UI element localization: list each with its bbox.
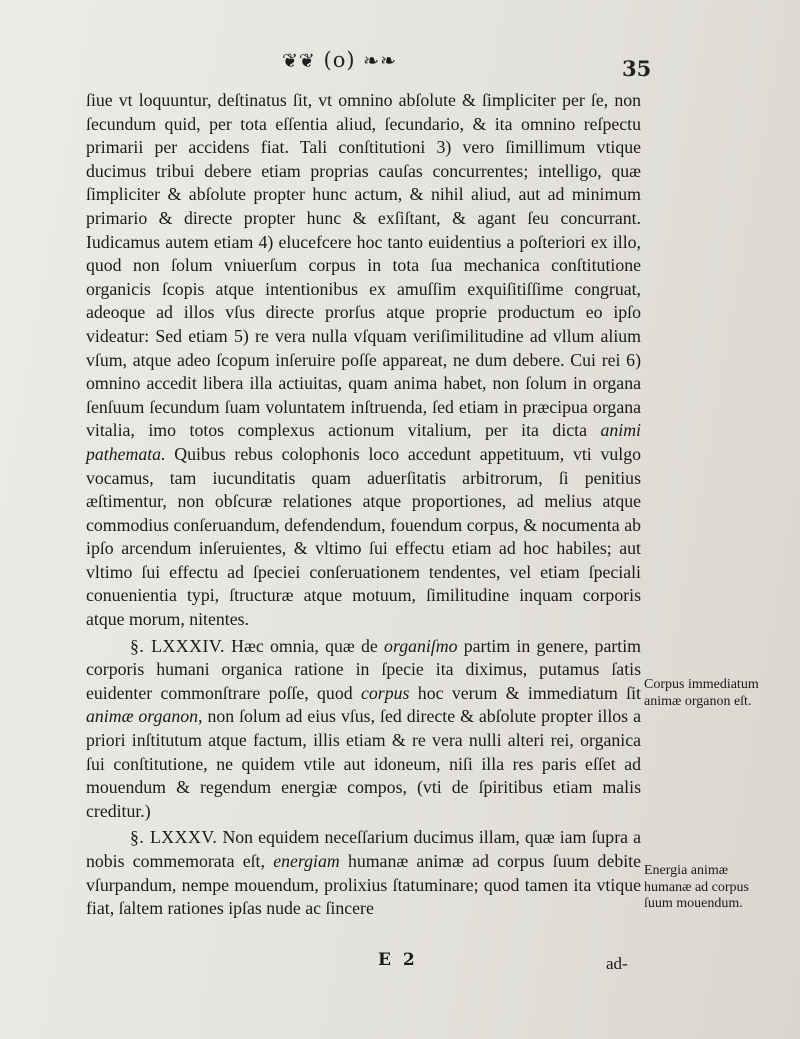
emphasis-text: animi pathemata. <box>86 420 641 464</box>
paragraph-continuation <box>86 89 641 632</box>
section-text: Hæc omnia, quæ de <box>231 635 378 656</box>
paragraph-text: ſiue vt loquuntur, deſtinatus ſit, vt omnino abſolute & ſimpliciter per ſe, non ſecundum quid, per tota eſſentia aliud, ſecundario, & ita omnino reſpectu primarii per accidens fiat. Tali conſtitutioni 3) vero ſimillimum vtique ducimus tribui debere etiam proprias cauſas concurrentes; intelligo, quæ ſimpliciter & abſolute propter hunc actum, & nihil aliud, aut ad minimum primario & directe propter hunc & exſiſtant, & agant ſeu concurrant. Iudicamus autem etiam 4) elucefcere hoc tanto euidentius a poſteriori ex illo, quod non ſolum vniuerſum corpus in tota ſua mechanica conſtitutione organicis ſcopis atque intentionibus ex amuſſim exquiſitiſſime congruat, adeoque ad illos vſus directe prorſus atque proprie productum eo ipſo videatur: Sed etiam 5) re vera nulla vſquam veriſimilitudine ad vllum alium vſum, atque adeo ſcopum inſeruire poſſe appareat, ne dum debere. Cui rei 6) omnino accedit libera illa actiuitas, quam anima habet, non ſolum in organa ſenſuum ſecundum ſuam voluntatem inſtruenda, ſed etiam in præcipua organa vitalia, imo totos complexus actionum vitalium, per ita dicta <box>86 90 641 441</box>
running-header <box>282 48 397 72</box>
signature-mark: E 2 <box>378 950 418 970</box>
section-text: Non equidem neceſſarium ducimus illam, quæ iam ſupra a nobis commemorata eſt, <box>86 827 641 871</box>
margin-note-energia: Energia animæ humanæ ad corpus ſuum mouendum. <box>644 863 749 911</box>
section-text: humanæ animæ ad corpus ſuum debite vſurpandum, nempe mouendum, prolixius ſtatuminare; quod tamen ita vtique fiat, ſaltem rationes ipſas nude ac ſincere <box>86 851 641 919</box>
section-number: §. LXXXIV. <box>130 635 225 656</box>
section-text: hoc verum & immediatum ſit <box>417 682 641 703</box>
section-84 <box>86 635 641 824</box>
paragraph-text: Quibus rebus colophonis loco accedunt appetituum, vti vulgo vocamus, tam iucunditatis quam aduerſitatis arbitrorum, ſi penitius æſtimentur, non obſcuræ relationes atque proportiones, ad melius atque commodius conſeruandum, defendendum, fouendum corpus, & nocumenta ab ipſo arcendum inſeruientes, & vltimo ſui effectu etiam ad hoc habiles; aut vltimo ſui effectu ad ſpeciei conſeruationem tendentes, vel etiam ſpeciali conuenientia typi, ſtructuræ atque motuum, ſimilitudine inquam corporis atque morum, nitentes. <box>86 443 641 630</box>
fleuron-left-icon: ❦❦ <box>282 50 316 72</box>
fleuron-right-icon: ❧❧ <box>363 50 398 72</box>
header-title: (o) <box>323 48 356 72</box>
emphasis-text: organiſmo <box>384 635 458 656</box>
catchword: ad- <box>606 954 628 973</box>
emphasis-text: animæ organon, <box>86 706 203 727</box>
section-text: non ſolum ad eius vſus, ſed directe & abſolute propter illos a priori inſtitutum atque factum, illis etiam & re vera nulli alteri rei, organica ſui conſtitutione, ne quidem vtile aut idoneum, niſi illa res paris eſſet ad mouendum & regendum energiæ compos, (vti de ſpiritibus etiam malis creditur.) <box>86 706 641 821</box>
section-number: §. LXXXV. <box>130 827 218 848</box>
page-number: 35 <box>622 56 652 81</box>
section-85 <box>86 826 641 920</box>
emphasis-text: corpus <box>361 682 410 703</box>
margin-note-corpus: Corpus immediatum animæ organon eſt. <box>644 677 759 709</box>
main-text <box>86 89 641 921</box>
section-text: partim in genere, partim corporis humani organica ratione in ſpecie ita diximus, putamus ſatis euidenter commonſtrare poſſe, quod <box>86 635 641 703</box>
emphasis-text: energiam <box>273 851 340 871</box>
